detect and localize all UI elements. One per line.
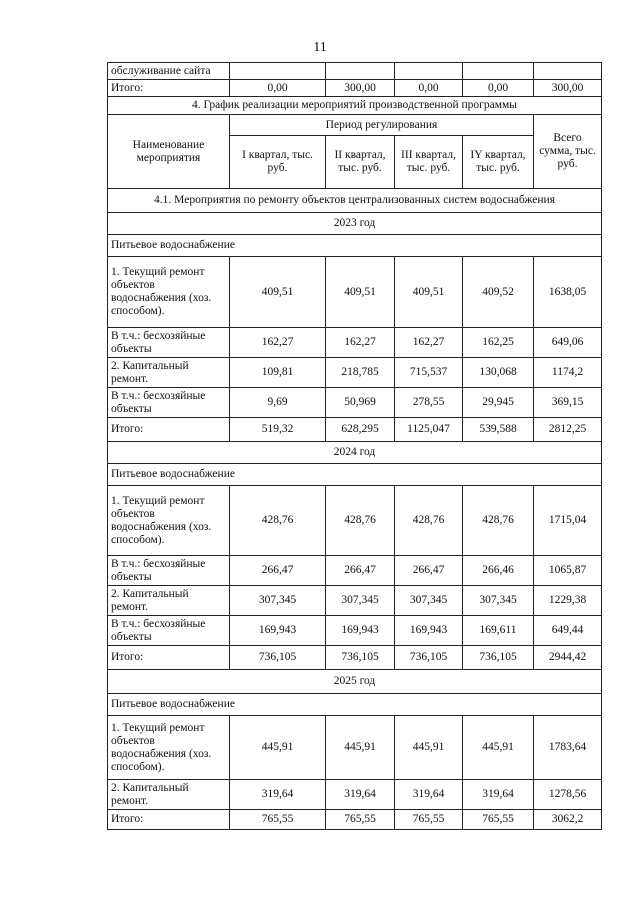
value-cell: 307,345 (395, 586, 463, 616)
value-cell: 218,785 (326, 358, 395, 388)
value-cell: 428,76 (230, 486, 326, 556)
value-cell: 2944,42 (534, 646, 602, 670)
total-cell: 0,00 (463, 80, 534, 97)
value-cell: 428,76 (463, 486, 534, 556)
total-label: Итого: (108, 80, 230, 97)
table-row (108, 358, 602, 388)
row-name: Итого: (108, 810, 230, 830)
table-row (108, 616, 602, 646)
row-name: Итого: (108, 418, 230, 442)
total-cell: 300,00 (534, 80, 602, 97)
table-row (108, 388, 602, 418)
header-total: Всего сумма, тыс. руб. (534, 115, 602, 189)
header-q4: IY квартал, тыс. руб. (463, 136, 534, 189)
value-cell: 319,64 (230, 780, 326, 810)
value-cell: 409,51 (230, 257, 326, 328)
year-label: 2024 год (108, 442, 602, 464)
value-cell: 736,105 (230, 646, 326, 670)
category-label: Питьевое водоснабжение (108, 694, 602, 716)
year-label: 2025 год (108, 670, 602, 694)
table-row (108, 63, 602, 80)
total-cell: 0,00 (395, 80, 463, 97)
row-name: 1. Текущий ремонт объектов водоснабжения (хоз. способом). (108, 486, 230, 556)
value-cell: 266,47 (230, 556, 326, 586)
value-cell: 715,537 (395, 358, 463, 388)
year-row (108, 442, 602, 464)
table-row (108, 716, 602, 780)
value-cell: 428,76 (395, 486, 463, 556)
section-title-row (108, 97, 602, 115)
header-q2: II квартал, тыс. руб. (326, 136, 395, 189)
category-row (108, 694, 602, 716)
value-cell: 445,91 (230, 716, 326, 780)
row-name: В т.ч.: бесхозяйные объекты (108, 388, 230, 418)
value-cell: 1229,38 (534, 586, 602, 616)
subsection-title: 4.1. Мероприятия по ремонту объектов централизованных систем водоснабжения (108, 189, 602, 213)
table-row (108, 646, 602, 670)
table-row (108, 556, 602, 586)
value-cell: 307,345 (230, 586, 326, 616)
table-row (108, 80, 602, 97)
value-cell: 162,25 (463, 328, 534, 358)
value-cell: 169,943 (230, 616, 326, 646)
table-row (108, 486, 602, 556)
value-cell: 266,47 (395, 556, 463, 586)
value-cell: 445,91 (395, 716, 463, 780)
value-cell: 736,105 (395, 646, 463, 670)
value-cell: 29,945 (463, 388, 534, 418)
value-cell: 162,27 (230, 328, 326, 358)
value-cell: 369,15 (534, 388, 602, 418)
row-name: 2. Капитальный ремонт. (108, 780, 230, 810)
value-cell: 319,64 (463, 780, 534, 810)
value-cell: 130,068 (463, 358, 534, 388)
value-cell: 1278,56 (534, 780, 602, 810)
value-cell: 1638,05 (534, 257, 602, 328)
value-cell: 1174,2 (534, 358, 602, 388)
value-cell: 1783,64 (534, 716, 602, 780)
value-cell: 519,32 (230, 418, 326, 442)
value-cell: 539,588 (463, 418, 534, 442)
category-row (108, 235, 602, 257)
table-body (108, 63, 602, 830)
row-name: 2. Капитальный ремонт. (108, 586, 230, 616)
row-name: 1. Текущий ремонт объектов водоснабжения (хоз. способом). (108, 257, 230, 328)
table-row (108, 418, 602, 442)
table-row (108, 586, 602, 616)
header-period: Период регулирования (230, 115, 534, 136)
total-cell: 300,00 (326, 80, 395, 97)
value-cell: 109,81 (230, 358, 326, 388)
page-number: 11 (313, 40, 327, 55)
row-name: В т.ч.: бесхозяйные объекты (108, 556, 230, 586)
value-cell: 736,105 (326, 646, 395, 670)
category-label: Питьевое водоснабжение (108, 464, 602, 486)
value-cell: 266,47 (326, 556, 395, 586)
year-row (108, 670, 602, 694)
value-cell: 162,27 (395, 328, 463, 358)
program-schedule-table (107, 62, 602, 830)
table-row (108, 328, 602, 358)
value-cell: 1125,047 (395, 418, 463, 442)
category-row (108, 464, 602, 486)
value-cell: 445,91 (326, 716, 395, 780)
value-cell: 9,69 (230, 388, 326, 418)
value-cell: 1715,04 (534, 486, 602, 556)
value-cell: 50,969 (326, 388, 395, 418)
value-cell: 765,55 (463, 810, 534, 830)
total-cell: 0,00 (230, 80, 326, 97)
value-cell: 307,345 (326, 586, 395, 616)
value-cell: 445,91 (463, 716, 534, 780)
value-cell: 1065,87 (534, 556, 602, 586)
value-cell: 162,27 (326, 328, 395, 358)
value-cell: 409,51 (395, 257, 463, 328)
value-cell: 765,55 (395, 810, 463, 830)
value-cell: 3062,2 (534, 810, 602, 830)
row-name: 1. Текущий ремонт объектов водоснабжения (хоз. способом). (108, 716, 230, 780)
table-row (108, 810, 602, 830)
section-title: 4. График реализации мероприятий производственной программы (108, 97, 602, 115)
value-cell: 736,105 (463, 646, 534, 670)
value-cell: 428,76 (326, 486, 395, 556)
value-cell: 2812,25 (534, 418, 602, 442)
value-cell: 169,943 (326, 616, 395, 646)
value-cell: 649,06 (534, 328, 602, 358)
value-cell: 319,64 (395, 780, 463, 810)
value-cell: 169,611 (463, 616, 534, 646)
value-cell: 409,52 (463, 257, 534, 328)
value-cell: 278,55 (395, 388, 463, 418)
row-name: 2. Капитальный ремонт. (108, 358, 230, 388)
value-cell: 409,51 (326, 257, 395, 328)
category-label: Питьевое водоснабжение (108, 235, 602, 257)
row-name: В т.ч.: бесхозяйные объекты (108, 328, 230, 358)
value-cell: 765,55 (230, 810, 326, 830)
value-cell: 649,44 (534, 616, 602, 646)
table-row (108, 780, 602, 810)
subsection-row (108, 189, 602, 213)
year-row (108, 213, 602, 235)
site-maintenance-label: обслуживание сайта (108, 63, 230, 80)
row-name: Итого: (108, 646, 230, 670)
value-cell: 765,55 (326, 810, 395, 830)
value-cell: 169,943 (395, 616, 463, 646)
header-row (108, 115, 602, 136)
header-q3: III квартал, тыс. руб. (395, 136, 463, 189)
value-cell: 307,345 (463, 586, 534, 616)
value-cell: 319,64 (326, 780, 395, 810)
value-cell: 266,46 (463, 556, 534, 586)
header-q1: I квартал, тыс. руб. (230, 136, 326, 189)
year-label: 2023 год (108, 213, 602, 235)
value-cell: 628,295 (326, 418, 395, 442)
header-name: Наименование мероприятия (108, 115, 230, 189)
row-name: В т.ч.: бесхозяйные объекты (108, 616, 230, 646)
table-row (108, 257, 602, 328)
